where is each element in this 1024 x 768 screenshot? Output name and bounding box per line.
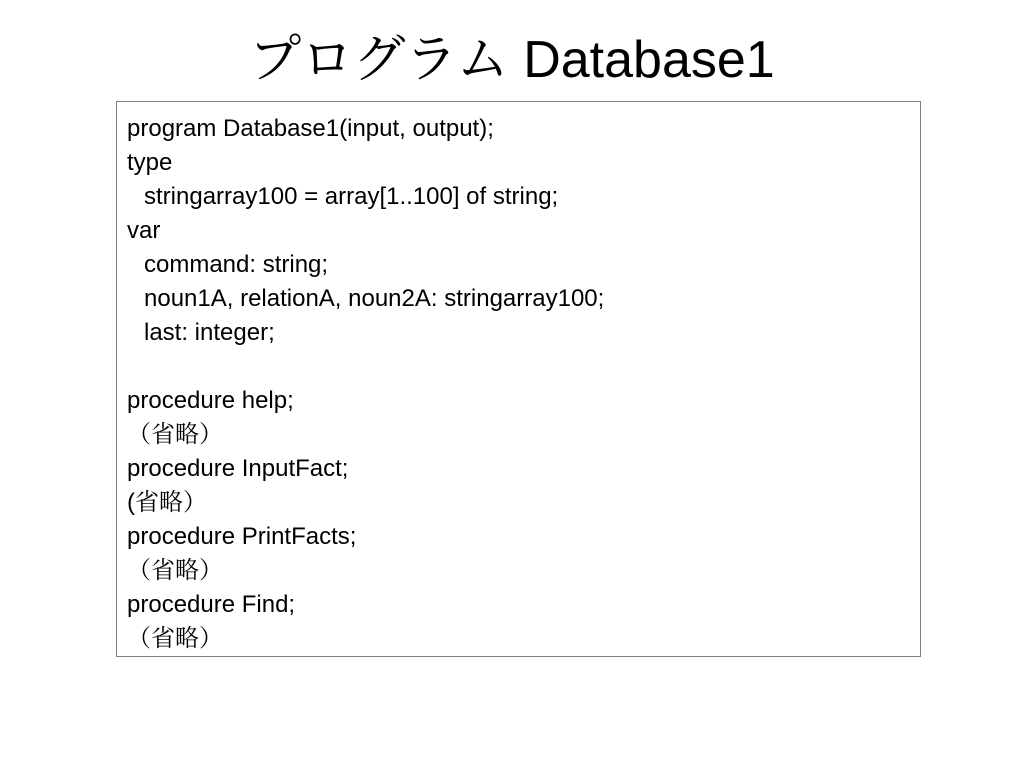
code-line: procedure Find; <box>127 591 296 618</box>
code-line-omitted: (省略） <box>127 489 207 516</box>
code-line: procedure InputFact; <box>127 455 349 482</box>
code-line: stringarray100 = array[1..100] of string; <box>144 183 559 210</box>
code-line: noun1A, relationA, noun2A: stringarray100; <box>144 285 605 312</box>
code-line: procedure help; <box>127 387 294 414</box>
code-line: command: string; <box>144 251 329 278</box>
code-line: var <box>127 217 161 244</box>
code-line: procedure PrintFacts; <box>127 523 357 550</box>
code-line-omitted: （省略） <box>127 557 223 584</box>
code-lines <box>127 112 604 656</box>
code-listing-box <box>116 101 921 657</box>
slide-title: プログラム Database1 <box>249 31 775 89</box>
code-line: type <box>127 149 173 176</box>
code-line-blank <box>127 350 604 384</box>
code-line: last: integer; <box>144 319 275 346</box>
code-line-omitted: （省略） <box>127 625 223 652</box>
code-line-omitted: （省略） <box>127 421 223 448</box>
code-line: program Database1(input, output); <box>127 115 494 142</box>
